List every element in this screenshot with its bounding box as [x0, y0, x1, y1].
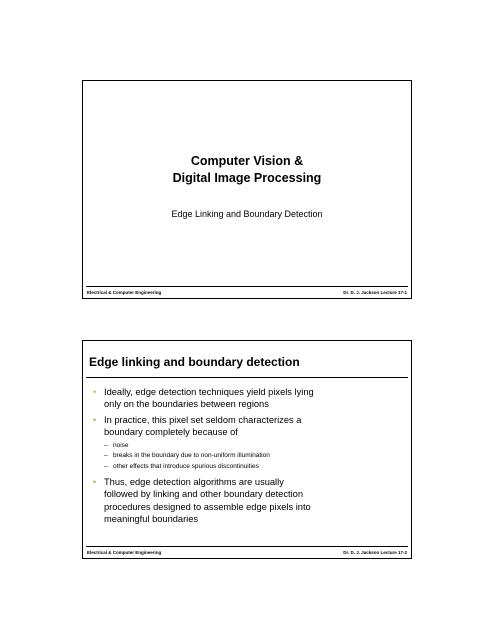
bullet-marker-icon: • [93, 477, 97, 488]
bullet-text-line: Ideally, edge detection techniques yield pixels lying [104, 387, 314, 397]
slide-1-title-line-2: Digital Image Processing [172, 171, 322, 185]
bullet-item [93, 414, 403, 473]
slide-2-footer-department: Electrical & Computer Engineering [87, 550, 162, 555]
dash-marker-icon: – [104, 441, 108, 449]
slide-2-bullet-list [93, 386, 403, 529]
bullet-text-line: In practice, this pixel set seldom characterizes a [104, 414, 302, 425]
bullet-text-line: meaningful boundaries [104, 514, 199, 525]
slide-2-footer-lecture: Dr. D. J. Jackson Lecture 17-2 [343, 550, 407, 555]
bullet-item [93, 386, 403, 411]
dash-marker-icon: – [104, 463, 108, 471]
sub-bullet-item [104, 441, 403, 452]
bullet-marker-icon: • [93, 414, 97, 425]
sub-bullet-text: other effects that introduce spurious discontinuities [113, 463, 259, 471]
sub-bullet-item [104, 451, 403, 462]
dash-marker-icon: – [104, 452, 108, 460]
bullet-item [93, 476, 403, 526]
slide-1-title-line-1: Computer Vision & [190, 154, 304, 168]
sub-bullet-item [104, 462, 403, 473]
sub-bullet-text: breaks in the boundary due to non-uniform illumination [113, 452, 270, 460]
bullet-text-line: followed by linking and other boundary detection [104, 489, 303, 500]
bullet-text-line: boundary completely because of [104, 427, 238, 438]
slide-1-footer-rule [86, 286, 408, 287]
bullet-text-line: Thus, edge detection algorithms are usually [104, 477, 284, 488]
sub-bullet-list [104, 441, 403, 473]
slide-1-footer-lecture: Dr. D. J. Jackson Lecture 17-1 [343, 290, 407, 295]
sub-bullet-text: noise [113, 441, 129, 449]
bullet-text-line: only on the boundaries between regions [104, 399, 269, 410]
slide-2-heading: Edge linking and boundary detection [89, 355, 300, 369]
slide-1-footer-department: Electrical & Computer Engineering [87, 290, 162, 295]
slide-2 [82, 340, 412, 559]
slide-1 [82, 80, 412, 299]
bullet-text-line: procedures designed to assemble edge pixels into [104, 501, 311, 512]
slide-2-footer-rule [86, 546, 408, 547]
bullet-marker-icon: • [93, 387, 97, 397]
slide-1-subtitle: Edge Linking and Boundary Detection [171, 209, 323, 219]
slide-2-heading-rule [86, 377, 408, 378]
slide-1-title [83, 153, 411, 187]
